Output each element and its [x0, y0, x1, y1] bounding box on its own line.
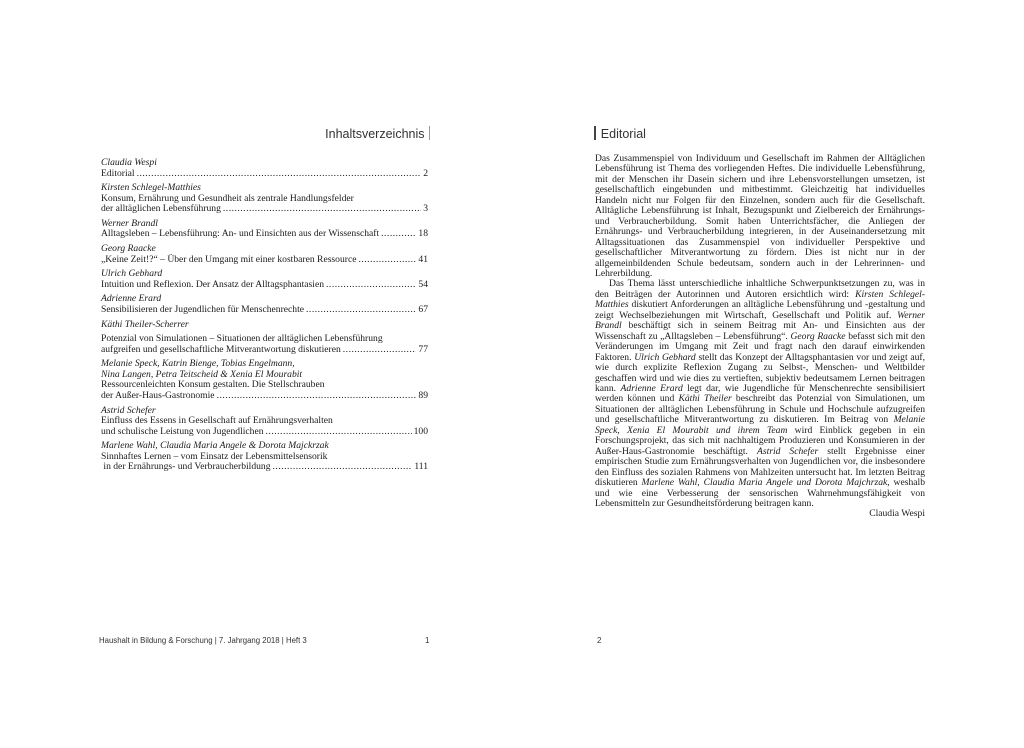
author-name: Kirsten Schlegel-Matthies [595, 288, 926, 311]
text-run: , weshalb und wie eine Verbesserung der sensorischen Wahrnehmungsfähigkeit von Lebensmitteln zur Gesundheitsförderung beitragen kann. [595, 477, 925, 509]
toc-title-with-page [101, 305, 428, 316]
dot-leader [358, 255, 416, 266]
toc-title-line: Einfluss des Essens in Gesellschaft auf Ernährungsverhalten [101, 416, 333, 426]
text-run: Das Thema lässt unterschiedliche inhaltliche Schwerpunktsetzungen zu, was in den Beiträgen der Autorinnen und Autoren ersichtlich wird: [595, 278, 925, 300]
dot-leader [273, 462, 413, 473]
toc-title-with-page [101, 204, 428, 215]
toc-author: Ulrich Gebhard [101, 268, 163, 280]
toc-page-number: 100 [413, 425, 428, 437]
page-number-right: 2 [597, 636, 602, 645]
toc-title-with-page [101, 169, 428, 180]
author-name: Käthi Theiler [678, 393, 732, 405]
page-number-left: 1 [425, 636, 430, 645]
toc-author: Astrid Schefer [101, 404, 156, 416]
editorial-heading-text: Editorial [600, 127, 646, 141]
toc-author: Werner Brandl [101, 217, 158, 229]
heading-accent-bar [429, 126, 431, 140]
dot-leader [137, 169, 422, 180]
dot-leader [326, 280, 416, 291]
toc-page-number: 54 [418, 278, 428, 290]
toc-page-number: 2 [423, 167, 428, 179]
text-run: Das Zusammenspiel von Individuum und Gesellschaft im Rahmen der Alltäglichen Lebensführung ist Thema des vorliegenden Heftes. Die individuelle Lebensführung, mit der Menschen ihr Dasein sichern und ihre Lebensvorstellungen umsetzen, ist gesellschaftlich eingebunden und mitbestimmt. Gleichzeitig hat individuelles Handeln nicht nur Folgen für den Einzelnen, sondern auch für die Gesellschaft. Alltägliche Lebensführung ist Inhalt, Bezugspunkt und Zielbereich der Ernährungs- und Verbraucherbildung. Somit haben Unterrichtsfächer, die Anliegen der Ernährungs- und Verbraucherbildung integrieren, in der Auseinandersetzung mit Alltagssituationen das Zusammenspiel von individueller Perspektive und gesellschaftlicher Mitverantwortung zu fördern. Dies ist nicht nur in der allgemeinbildenden Schule bedeutsam, sondern auch in der Lehrerinnen- und Lehrerbildung. [595, 153, 925, 279]
editorial-body [595, 154, 925, 520]
toc-page-number: 18 [418, 228, 428, 240]
author-name: Ulrich Gebhard [634, 351, 696, 363]
toc-author: Adrienne Erard [101, 293, 162, 305]
toc-heading-text: Inhaltsverzeichnis [325, 127, 425, 141]
author-name: Melanie Speck, Xenia El Mourabit und ihrem Team [595, 414, 925, 436]
toc-title-with-page [101, 391, 428, 402]
toc-page-number: 3 [423, 203, 428, 215]
toc-entry[interactable] [101, 441, 428, 473]
toc-title-with-page [101, 345, 428, 356]
toc-title-line: „Keine Zeit!?“ – Über den Umgang mit einer kostbaren Ressource [101, 253, 357, 265]
toc-entry[interactable] [101, 359, 428, 401]
toc-author: Marlene Wahl, Claudia Maria Angele & Dorota Majckrzak [101, 440, 329, 452]
journal-footer: Haushalt in Bildung & Forschung | 7. Jahrgang 2018 | Heft 3 [99, 636, 307, 645]
table-of-contents [101, 158, 428, 477]
toc-title-with-page [101, 427, 428, 438]
toc-page-number: 89 [418, 389, 428, 401]
toc-title-with-page [101, 462, 428, 473]
toc-author: Kirsten Schlegel-Matthies [101, 182, 201, 194]
dot-leader [381, 229, 416, 240]
toc-page-number: 111 [414, 461, 428, 473]
text-run: wird Einblick gegeben in ein Forschungsprojekt, das sich mit nachhaltigem Produzieren und Konsumieren in der Außer-Haus-Gastronomie beschäftigt. [595, 424, 925, 457]
toc-title-line: Potenzial von Simulationen – Situationen der alltäglichen Lebensführung [101, 334, 383, 345]
toc-author: Käthi Theiler-Scherrer [101, 318, 189, 330]
toc-entry[interactable] [101, 219, 428, 240]
toc-title-line: Sinnhaftes Lernen – vom Einsatz der Lebensmittelsensorik [101, 451, 328, 462]
toc-entry[interactable] [101, 269, 428, 290]
toc-author: Nina Langen, Petra Teitscheid & Xenia El Mourabit [101, 368, 303, 380]
toc-entry[interactable] [101, 406, 428, 438]
text-run: beschäftigt sich in seinem Beitrag mit An- und Einsichten aus der Wissenschaft zu „Alltagsleben – Lebensführung“. [595, 320, 925, 342]
toc-title-line: in der Ernährungs- und Verbraucherbildung [101, 461, 271, 473]
text-run: stellt das Konzept der Alltagsphantasien vor und zeigt auf, wie durch explizite Reflexion Zugang zu Selbst-, Menschen- und Weltbilder geschaffen wird und wie dies zu vertieften, subjektiv bedeutsamem Lernen beitragen kann. [595, 351, 925, 394]
toc-entry[interactable] [101, 320, 428, 356]
text-run: legt dar, wie Jugendliche für Menschenrechte sensibilisiert werden können und [595, 382, 925, 405]
author-name: Georg Raacke [790, 330, 846, 342]
toc-author: Melanie Speck, Katrin Bienge, Tobias Engelmann, [101, 358, 295, 370]
toc-page-number: 77 [418, 343, 428, 355]
toc-title-line: Editorial [101, 167, 135, 179]
toc-entry[interactable] [101, 158, 428, 179]
toc-title-with-page [101, 229, 428, 240]
toc-entry[interactable] [101, 294, 428, 315]
toc-title-with-page [101, 280, 428, 291]
editorial-paragraph [595, 279, 925, 509]
author-name: Werner Brandl [595, 309, 925, 332]
toc-heading [100, 126, 430, 141]
toc-entry[interactable] [101, 183, 428, 215]
toc-title-line: der Außer-Haus-Gastronomie [101, 389, 215, 401]
author-name: Adrienne Erard [620, 382, 683, 394]
text-run: stellt Ergebnisse einer empirischen Studie zum Ernährungsverhalten von Jugendlichen vor, die insbesondere den Einfluss des sozialen Rahmens von Mahlzeiten untersucht hat. Im letzten Beitrag diskutieren [595, 445, 926, 489]
dot-leader [223, 204, 421, 215]
toc-page-number: 67 [418, 303, 428, 315]
editorial-paragraphs [595, 154, 925, 509]
dot-leader [343, 345, 417, 356]
toc-page-number: 41 [418, 253, 428, 265]
toc-title-with-page [101, 255, 428, 266]
dot-leader [306, 305, 416, 316]
toc-author: Claudia Wespi [101, 157, 157, 168]
toc-title-line: Ressourcenleichten Konsum gestalten. Die Stellschrauben [101, 380, 325, 391]
text-run: beschreibt das Potenzial von Simulationen, um Situationen der alltäglichen Lebensführung in Schule und Hochschule aufzugreifen und gesellschaftliche Mitverantwortung zu diskutieren. Im Beitrag von [595, 393, 926, 426]
toc-title-line: Intuition und Reflexion. Der Ansatz der Alltagsphantasien [101, 278, 325, 290]
toc-title-line: Konsum, Ernährung und Gesundheit als zentrale Handlungsfelder [101, 193, 354, 204]
toc-entry[interactable] [101, 244, 428, 265]
dot-leader [217, 391, 417, 402]
dot-leader [266, 427, 412, 438]
text-run: befasst sich mit den Veränderungen im Umgang mit Zeit und fragt nach den darauf einwirkenden Faktoren. [595, 330, 925, 363]
toc-title-line: der alltäglichen Lebensführung [101, 203, 221, 215]
editorial-signature: Claudia Wespi [869, 508, 925, 520]
editorial-paragraph [595, 154, 925, 279]
author-name: Marlene Wahl, Claudia Maria Angele und Dorota Majchrzak [641, 477, 888, 489]
author-name: Astrid Schefer [756, 445, 819, 457]
editorial-heading [594, 126, 646, 141]
toc-title-line: und schulische Leistung von Jugendlichen [101, 425, 264, 437]
toc-title-line: aufgreifen und gesellschaftliche Mitverantwortung diskutieren [101, 343, 341, 355]
toc-title-line: Sensibilisieren der Jugendlichen für Menschenrechte [101, 303, 305, 315]
toc-title-line: Alltagsleben – Lebensführung: An- und Einsichten aus der Wissenschaft [101, 228, 380, 240]
heading-accent-bar [594, 126, 596, 140]
toc-author: Georg Raacke [101, 243, 156, 255]
text-run: diskutiert Anforderungen an alltägliche Lebensführung und -gestaltung und zeigt Wechselbeziehungen mit Wirtschaft, Gesellschaft und Politik auf. [595, 299, 925, 321]
